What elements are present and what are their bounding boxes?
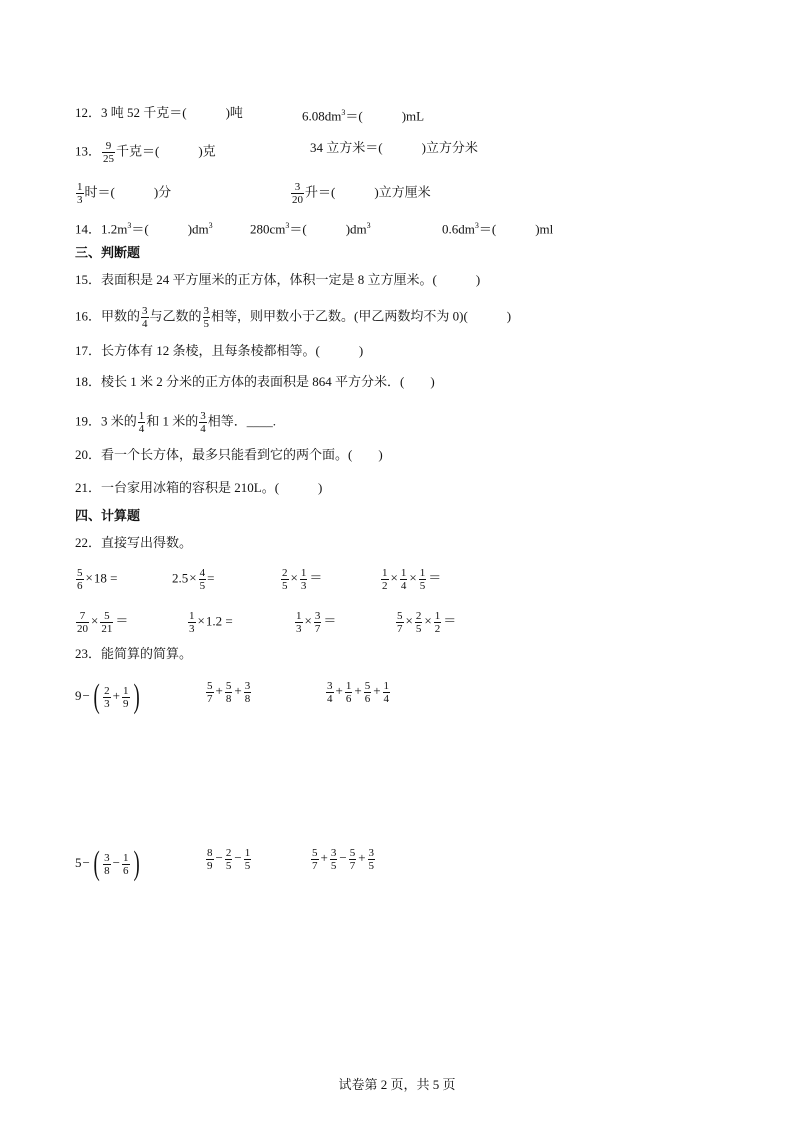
fraction: $\frac{3}{4}$ — [200, 410, 206, 435]
simp-1: 9− ( $\frac{2}{3}$ + $\frac{1}{9}$ ) — [75, 678, 140, 715]
question-14-part-c: $0.6dm^3=$( )ml — [442, 221, 554, 237]
calc-r2c1: $\frac{7}{20}$ × $\frac{5}{21}$ ＝ — [77, 610, 129, 635]
calc-r2c3: $\frac{1}{3}$ × $\frac{3}{7}$ ＝ — [296, 610, 337, 635]
question-13-part-b: 34 立方米＝( )立方分米 — [310, 140, 478, 155]
calc-r2c4: $\frac{5}{7}$ × $\frac{2}{5}$ × $\frac{1}{2}$ ＝ — [397, 610, 457, 635]
section-4-title: 四、计算题 — [75, 508, 141, 523]
fraction: $\frac{1}{3}$ — [77, 181, 83, 206]
section-3-title: 三、判断题 — [75, 245, 141, 260]
question-20: 20．看一个长方体，最多只能看到它的两个面。( ) — [75, 447, 383, 462]
simp-2: $\frac{5}{7}$ + $\frac{5}{8}$ + $\frac{3}{8}$ — [207, 680, 251, 705]
question-17: 17．长方体有 12 条棱，且每条棱都相等。( ) — [75, 343, 364, 358]
simp-5: $\frac{8}{9}$ − $\frac{2}{5}$ − $\frac{1}{5}$ — [207, 847, 251, 872]
calc-r1c3: $\frac{2}{5}$ × $\frac{1}{3}$ ＝ — [282, 567, 323, 592]
page-footer: 试卷第 2 页，共 5 页 — [338, 1077, 456, 1092]
question-14-part-b: $280cm^3=$( )$dm^3$ — [250, 221, 371, 237]
calc-r1c2: 2.5× $\frac{4}{5}$ = — [172, 567, 215, 592]
question-14-part-a: 14．$1.2m^3=$( )$dm^3$ — [75, 221, 213, 237]
simp-6: $\frac{5}{7}$ + $\frac{3}{5}$ − $\frac{5}{7}$ + $\frac{3}{5}$ — [312, 847, 375, 872]
fraction: $\frac{3}{4}$ — [142, 305, 148, 330]
simp-3: $\frac{3}{4}$ + $\frac{1}{6}$ + $\frac{5}{6}$ + $\frac{1}{4}$ — [327, 680, 390, 705]
question-23: 23．能简算的简算。 — [75, 646, 193, 661]
fraction: $\frac{3}{5}$ — [203, 305, 210, 330]
question-13-part-c: $\frac{1}{3}$ 时＝( )分 — [77, 181, 172, 206]
question-15: 15．表面积是 24 平方厘米的正方体，体积一定是 8 立方厘米。( ) — [75, 272, 481, 287]
fraction: $\frac{1}{4}$ — [138, 410, 145, 435]
question-18: 18．棱长 1 米 2 分米的正方体的表面积是 864 平方分米．( ) — [75, 374, 435, 389]
question-16: 16．甲数的 $\frac{3}{4}$ 与乙数的 $\frac{3}{5}$ 相等，则甲数小于乙数。(甲乙两数均不为 0)( ) — [75, 305, 512, 330]
calc-r2c2: $\frac{1}{3}$ ×1.2 = — [189, 610, 233, 635]
question-21: 21．一台家用冰箱的容积是 210L。( ) — [75, 480, 323, 495]
fraction: $\frac{9}{25}$ — [103, 140, 115, 165]
question-12-part-a: 12．3 吨 52 千克＝( )吨 — [75, 105, 243, 120]
fraction: $\frac{3}{20}$ — [292, 181, 303, 206]
calc-r1c1: $\frac{5}{6}$ ×18 = — [77, 567, 118, 592]
simp-4: 5− ( $\frac{3}{8}$ − $\frac{1}{6}$ ) — [75, 845, 140, 882]
calc-r1c4: $\frac{1}{2}$ × $\frac{1}{4}$ × $\frac{1}{5}$ ＝ — [382, 567, 442, 592]
question-13-part-a: 13． $\frac{9}{25}$ 千克＝( )克 — [75, 140, 216, 165]
question-13-part-d: $\frac{3}{20}$ 升＝( )立方厘米 — [292, 181, 431, 206]
question-19: 19．3 米的 $\frac{1}{4}$ 和 1 米的 $\frac{3}{4}$ 相等．____. — [75, 410, 277, 435]
question-12-part-b: $6.08dm^3=$( )mL — [302, 108, 425, 124]
question-22: 22．直接写出得数。 — [75, 535, 193, 550]
